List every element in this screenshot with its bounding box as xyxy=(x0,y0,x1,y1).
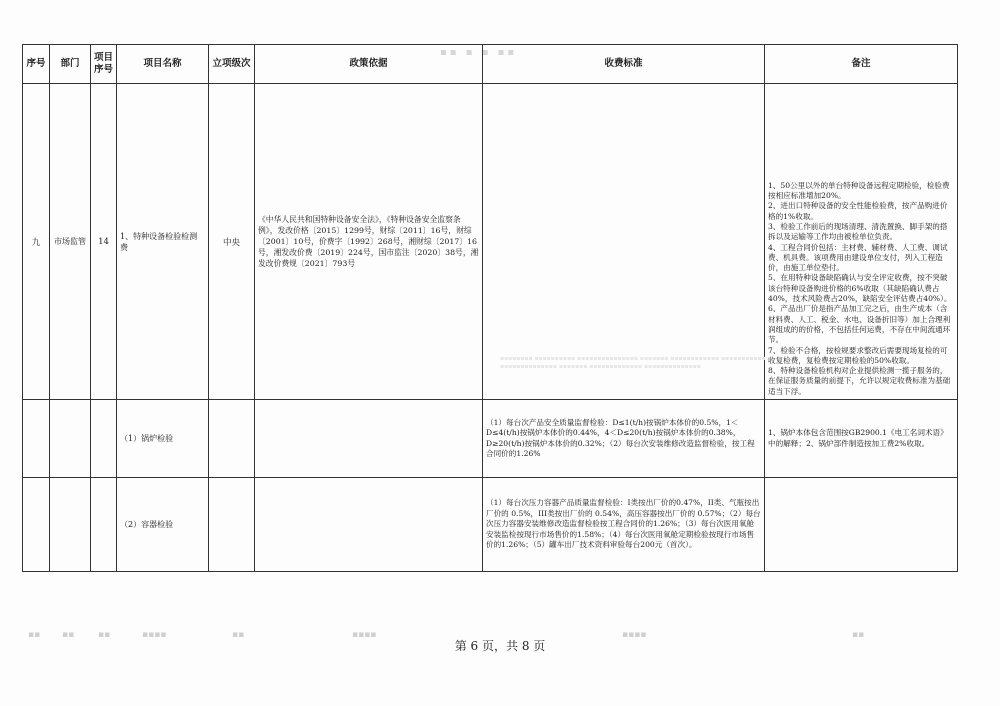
cell-remarks: 1、锅炉本体包含范围按GB2900.1《电工名词术语》中的解释；2、锅炉部件制造按加工费2%收取。 xyxy=(765,400,958,478)
cell-seq xyxy=(23,478,50,572)
cell-fee: （1）每台次产品安全质量监督检验：D≤1(t/h)按锅炉本体价的0.5%，1＜D≤4(t/h)按锅炉本体价的0.44%，4＜D≤20(t/h)按锅炉本体价的0.38%，D≥20(t/h)按锅炉本体价的0.32%；（2）每台次安装维修改造监督检验，按工程合同价的1.26% xyxy=(483,400,765,478)
cell-item-name: （1）锅炉检验 xyxy=(117,400,209,478)
cell-remarks: 1、50公里以外的单台特种设备远程定期检验，检验费按相应标准增加20%。 2、进出口特种设备的安全性能检验费，按产品购进价格的1%收取。 3、检验工作前后的现场清理、清洗置换、脚手架的搭拆以及运输等工作均由被检单位负责。 4、工程合同价包括：主材费、辅材费、人工费、调试费、机具费。该项费用由建设单位支付，列入工程造价，由施工单位垫付。 5、在用特种设备缺陷确认与安全评定收费，按不突破该台特种设备购进价格的6%收取（其缺陷确认费占40%，技术风险费占20%，缺陷安全评估费占40%）。 6、产品出厂价是指产品加工完之后，由生产成本（含材料费、人工、税金、水电、设备折旧等）加上合理利润组成的的价格，不包括任何运费，不存在中间流通环节。 7、检验不合格，按检规要求整改后需要现场复检的可收复检费，复检费按定期检验的50%收取。 8、特种设备检验机构对企业提供检测一揽子服务的，在保证服务质量的前提下，允许以规定收费标准为基础适当下浮。 xyxy=(765,84,958,400)
bleed-through-text: ▪▪▪▪▪▪▪▪ ▪▪▪▪▪▪▪▪▪▪ ▪▪▪▪▪▪▪▪▪▪▪▪▪▪▪ ▪▪▪▪▪▪▪ ▪▪▪▪▪▪▪▪▪▪▪▪ ▪▪▪▪▪▪▪▪▪▪▪ ▪▪▪▪▪▪▪▪▪▪▪▪▪▪ ▪▪▪▪▪▪▪ ▪▪▪▪▪▪▪▪▪▪▪▪▪ ▪▪▪▪▪▪▪▪▪▪▪▪▪▪ xyxy=(500,355,766,370)
header-remarks: 备注 xyxy=(765,45,958,84)
header-seq: 序号 xyxy=(23,45,50,84)
bleed-through-header: ▪▪ ▪▪ ▪▪ ▪▪▪▪ ▪▪ ▪▪▪▪ ▪▪▪▪ ▪▪ xyxy=(28,630,865,640)
header-level: 立项级次 xyxy=(209,45,255,84)
cell-fee: （1）每台次压力容器产品质量监督检验：I类按出厂价的0.47%，II类、气瓶按出厂价的 0.5%，III类按出厂价的 0.54%，高压容器按出厂价的 0.57%；（2）每台次压力容器安装维修改造监督检验按工程合同价的1.26%；（3）每台次医用氧舱安装监检按现行市场售价的1.58%；（4）每台次医用氧舱定期检验按现行市场售价的1.26%；（5）罐车出厂技术资料审验每台200元（首次）。 xyxy=(483,478,765,572)
header-item-no: 项目序号 xyxy=(91,45,117,84)
cell-policy xyxy=(255,478,483,572)
cell-remarks xyxy=(765,478,958,572)
cell-policy xyxy=(255,400,483,478)
bleed-through-text: ▪▪ ▪ ▪ ▪▪ xyxy=(440,47,518,58)
page-number: 第 6 页，共 8 页 xyxy=(454,639,546,653)
cell-item-name: （2）容器检验 xyxy=(117,478,209,572)
table-row xyxy=(23,400,958,478)
cell-item-no: 14 xyxy=(91,84,117,400)
cell-seq xyxy=(23,400,50,478)
cell-policy: 《中华人民共和国特种设备安全法》，《特种设备安全监察条例》，发改价格〔2015〕1299号，财综〔2011〕16号，财综〔2001〕10号，价费字〔1992〕268号，湘财综〔2017〕16号，湘发改价费〔2019〕224号，国市监注〔2020〕38号，湘发改价费规〔2021〕793号 xyxy=(255,84,483,400)
cell-item-no xyxy=(91,400,117,478)
cell-fee xyxy=(483,84,765,400)
cell-dept: 市场监管 xyxy=(50,84,91,400)
header-item-name: 项目名称 xyxy=(117,45,209,84)
header-dept: 部门 xyxy=(50,45,91,84)
cell-dept xyxy=(50,478,91,572)
cell-item-name: 1、特种设备检验检测费 xyxy=(117,84,209,400)
table-row xyxy=(23,84,958,400)
fee-table xyxy=(22,44,958,572)
table-row xyxy=(23,478,958,572)
cell-level xyxy=(209,478,255,572)
header-policy: 政策依据 xyxy=(255,45,483,84)
cell-level: 中央 xyxy=(209,84,255,400)
header-fee-standard: 收费标准 xyxy=(483,45,765,84)
cell-dept xyxy=(50,400,91,478)
cell-item-no xyxy=(91,478,117,572)
cell-seq: 九 xyxy=(23,84,50,400)
cell-level xyxy=(209,400,255,478)
table-header-row xyxy=(23,45,958,84)
